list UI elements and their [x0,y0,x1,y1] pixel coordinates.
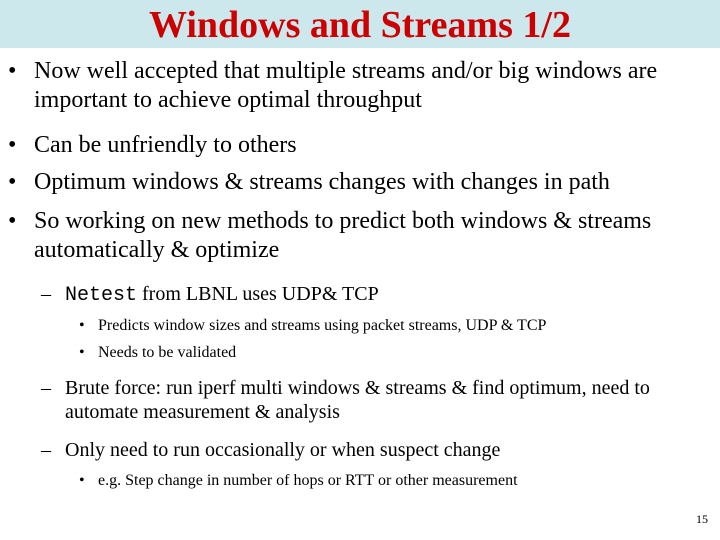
bullet-text: So working on new methods to predict both windows & streams automatically & optimize [34,208,652,263]
slide-title: Windows and Streams 1/2 [149,4,571,46]
bullet-item-throughput [8,57,714,115]
netest-text: from LBNL uses UDP& TCP [137,283,379,305]
bullet-text: Optimum windows & streams changes with changes in path [34,169,610,195]
dash-glyph: – [41,377,51,399]
bullet-glyph: • [79,344,85,361]
subsubitem-text: Needs to be validated [98,344,237,361]
bullet-glyph: • [8,169,17,195]
bullet-glyph: • [79,472,85,489]
subitem-text: Only need to run occasionally or when suspect change [65,439,501,461]
bullet-item-unfriendly [8,131,714,160]
subitem-brute-force [41,376,715,424]
subitem-text: Brute force: run iperf multi windows & streams & find optimum, need to automate measurement & analysis [65,377,650,423]
subitem-only-need [41,438,715,462]
bullet-glyph: • [8,208,17,234]
bullet-item-optimum [8,168,714,197]
subsubitem-predicts [79,316,708,336]
bullet-glyph: • [8,58,17,84]
subsubitem-validated [79,343,708,363]
netest-code: Netest [65,284,138,307]
bullet-text: Now well accepted that multiple streams and/or big windows are important to achieve optimal throughput [34,58,658,113]
bullet-glyph: • [79,317,85,334]
subitem-netest [41,282,715,308]
bullet-item-predict [8,207,714,265]
bullet-glyph: • [8,132,17,158]
bullet-text: Can be unfriendly to others [34,132,297,158]
dash-glyph: – [41,439,51,461]
subsubitem-text: Predicts window sizes and streams using packet streams, UDP & TCP [98,317,547,334]
subsubitem-text: e.g. Step change in number of hops or RTT or other measurement [98,472,518,489]
page-number: 15 [696,512,708,526]
subsubitem-example [79,471,708,491]
dash-glyph: – [41,283,51,305]
